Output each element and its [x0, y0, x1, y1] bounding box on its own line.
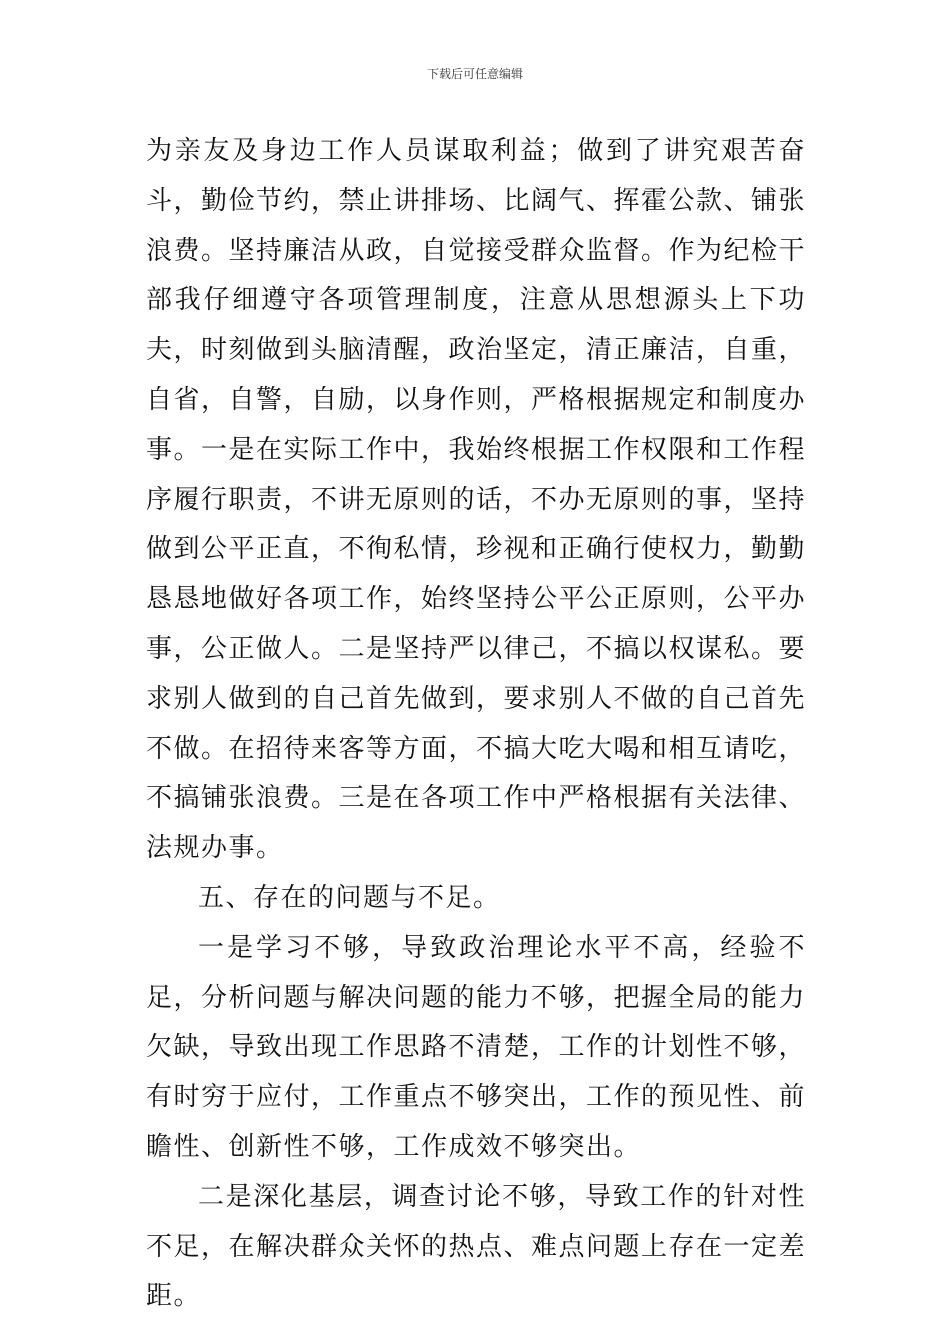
body-paragraph: 二是深化基层，调查讨论不够，导致工作的针对性不足，在解决群众关怀的热点、难点问题上存在一定差距。	[146, 1181, 807, 1312]
body-paragraph: 一是学习不够，导致政治理论水平不高，经验不足，分析问题与解决问题的能力不够，把握全局的能力欠缺，导致出现工作思路不清楚，工作的计划性不够，有时穷于应付，工作重点不够突出，工作的预见性、前瞻性、创新性不够，工作成效不够突出。	[146, 932, 807, 1162]
page-header: 下载后可任意编辑	[426, 67, 523, 81]
section-heading: 五、存在的问题与不足。	[198, 882, 501, 913]
document-body	[146, 127, 806, 1322]
body-paragraph: 为亲友及身边工作人员谋取利益；做到了讲究艰苦奋斗，勤俭节约，禁止讲排场、比阔气、挥霍公款、铺张浪费。坚持廉洁从政，自觉接受群众监督。作为纪检干部我仔细遵守各项管理制度，注意从思想源头上下功夫，时刻做到头脑清醒，政治坚定，清正廉洁，自重，自省，自警，自励，以身作则，严格根据规定和制度办事。一是在实际工作中，我始终根据工作权限和工作程序履行职责，不讲无原则的话，不办无原则的事，坚持做到公平正直，不徇私情，珍视和正确行使权力，勤勤恳恳地做好各项工作，始终坚持公平公正原则，公平办事，公正做人。二是坚持严以律己，不搞以权谋私。要求别人做到的自己首先做到，要求别人不做的自己首先不做。在招待来客等方面，不搞大吃大喝和相互请吃，不搞铺张浪费。三是在各项工作中严格根据有关法律、法规办事。	[146, 136, 807, 864]
